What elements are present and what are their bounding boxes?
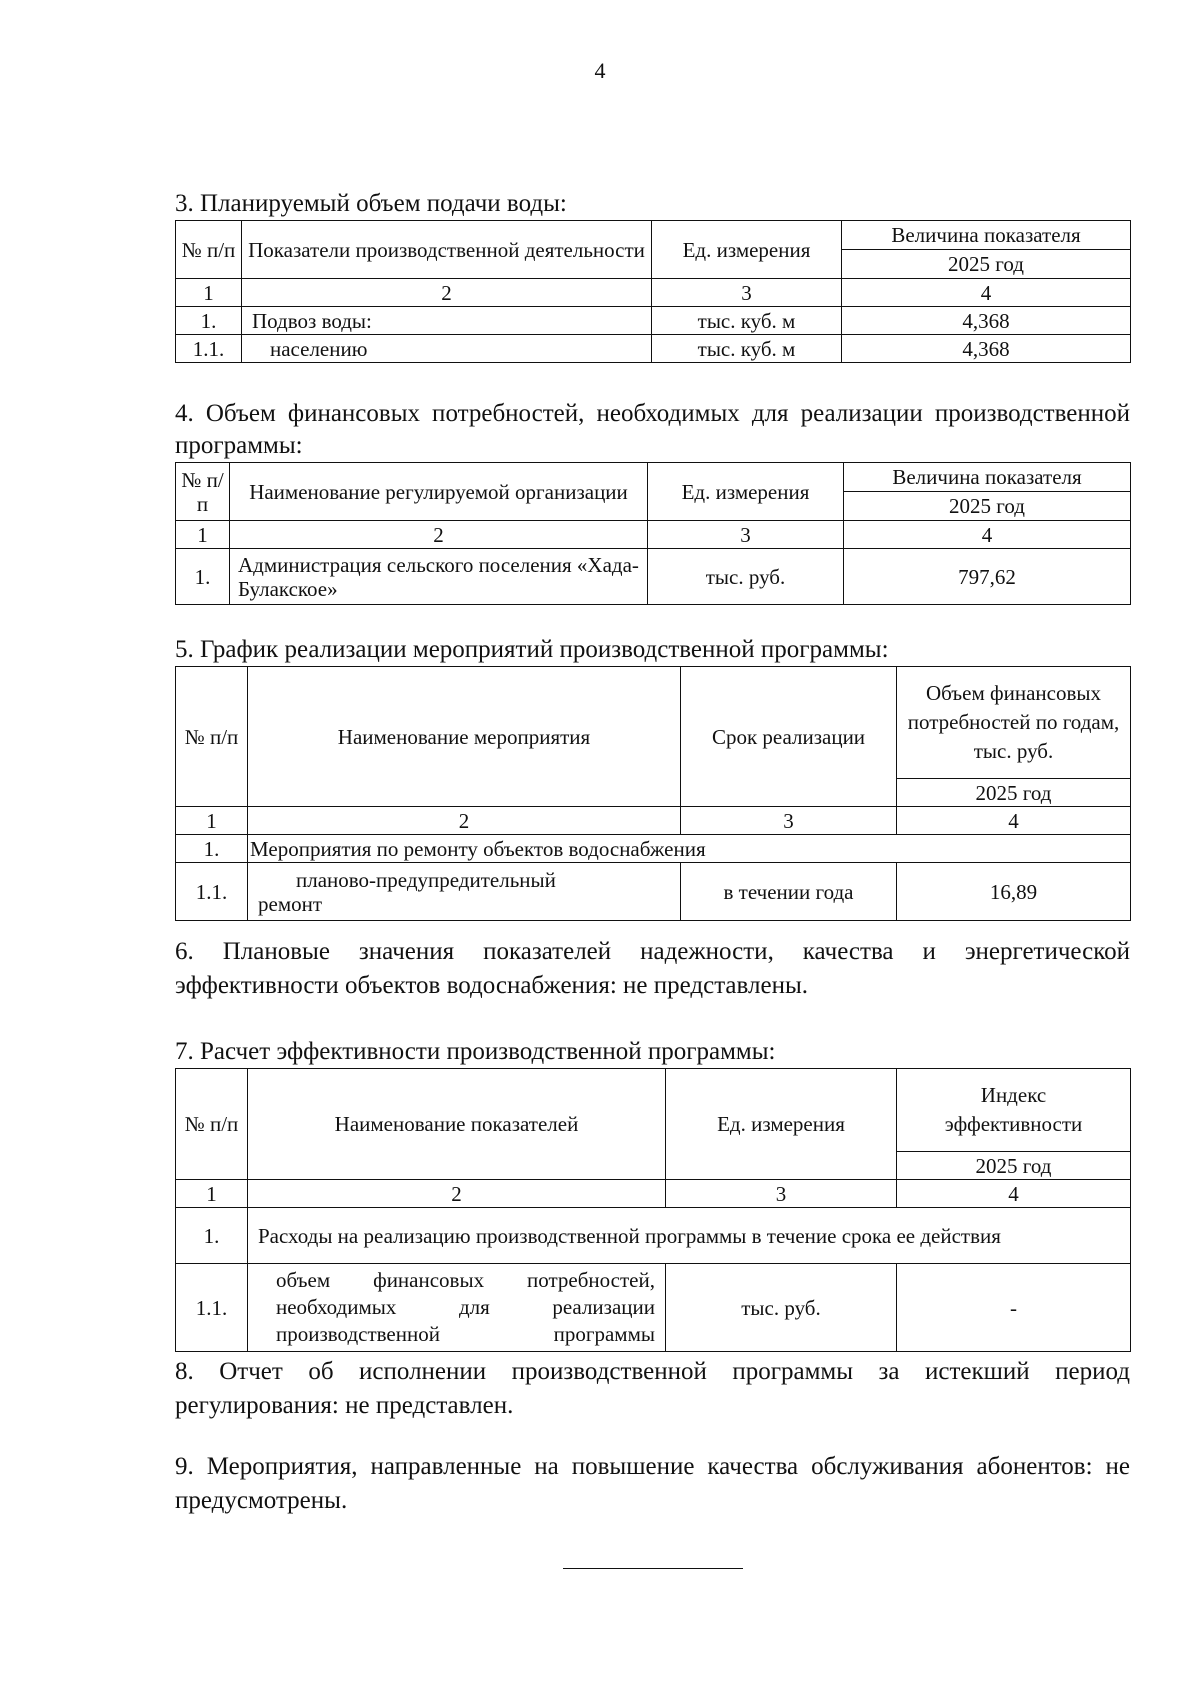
col-number: 4 xyxy=(897,1180,1131,1208)
row-name: Подвоз воды: xyxy=(242,307,652,335)
table-group-row xyxy=(176,1208,1131,1264)
section-6-text: 6. Плановые значения показателей надежности, качества и энергетической эффективности объектов водоснабжения: не представлены. xyxy=(175,938,1130,999)
col-number: 3 xyxy=(652,279,842,307)
financial-needs-table xyxy=(175,462,1131,605)
section-8-text: 8. Отчет об исполнении производственной программы за истекший период регулирования: не представлен. xyxy=(175,1358,1130,1419)
row-unit: тыс. руб. xyxy=(648,549,844,605)
col-number: 4 xyxy=(897,807,1131,835)
section-4-title: 4. Объем финансовых потребностей, необходимых для реализации производственной программы: xyxy=(175,400,1130,459)
table-row xyxy=(176,335,1131,363)
table-row xyxy=(176,307,1131,335)
col-number: 2 xyxy=(248,807,681,835)
header-num: № п/п xyxy=(176,1069,248,1180)
row-value: 797,62 xyxy=(844,549,1131,605)
header-term: Срок реализации xyxy=(681,667,897,807)
col-number: 2 xyxy=(248,1180,666,1208)
group-num: 1. xyxy=(176,1208,248,1264)
header-value: Величина показателя xyxy=(842,221,1131,250)
table-row xyxy=(176,1264,1131,1352)
header-name: Наименование регулируемой организации xyxy=(230,463,648,521)
header-unit: Ед. измерения xyxy=(652,221,842,279)
col-number: 1 xyxy=(176,807,248,835)
row-unit: тыс. руб. xyxy=(666,1264,897,1352)
group-name xyxy=(248,1208,1131,1264)
efficiency-table xyxy=(175,1068,1131,1352)
row-num: 1. xyxy=(176,307,242,335)
row-value: - xyxy=(897,1264,1131,1352)
group-name: Мероприятия по ремонту объектов водоснабжения xyxy=(248,835,1131,863)
header-year: 2025 год xyxy=(897,1152,1131,1180)
row-name: объем финансовых потребностей, необходимых для реализации производственной программы xyxy=(248,1264,666,1352)
col-number: 1 xyxy=(176,1180,248,1208)
row-value: 4,368 xyxy=(842,335,1131,363)
header-num: № п/п xyxy=(176,463,230,521)
row-name: населению xyxy=(242,335,652,363)
header-value: Величина показателя xyxy=(844,463,1131,492)
header-value-text: Индекс эффективности xyxy=(944,1083,1083,1136)
table-group-row xyxy=(176,835,1131,863)
end-rule xyxy=(563,1568,743,1569)
row-name xyxy=(248,863,681,921)
header-value xyxy=(897,1069,1131,1152)
row-value: 4,368 xyxy=(842,307,1131,335)
header-num: № п/п xyxy=(176,221,242,279)
schedule-table xyxy=(175,666,1131,921)
row-num: 1.1. xyxy=(176,863,248,921)
row-name: Администрация сельского поселения «Хада-Булакское» xyxy=(230,549,648,605)
water-supply-table xyxy=(175,220,1131,363)
group-name-text: Расходы на реализацию производственной программы в течение срока ее действия xyxy=(258,1223,1001,1248)
row-value: 16,89 xyxy=(897,863,1131,921)
page-number: 4 xyxy=(594,58,606,83)
section-7 xyxy=(175,1036,1130,1352)
table-row xyxy=(176,549,1131,605)
col-number: 4 xyxy=(842,279,1131,307)
header-num: № п/п xyxy=(176,667,248,807)
header-value: Объем финансовых потребностей по годам, тыс. руб. xyxy=(897,667,1131,779)
row-unit: тыс. куб. м xyxy=(652,335,842,363)
group-num: 1. xyxy=(176,835,248,863)
section-9-text: 9. Мероприятия, направленные на повышение качества обслуживания абонентов: не предусмотрены. xyxy=(175,1453,1130,1514)
section-3 xyxy=(175,188,1130,363)
section-5 xyxy=(175,634,1130,921)
section-4 xyxy=(175,398,1130,605)
table-row xyxy=(176,863,1131,921)
header-unit: Ед. измерения xyxy=(648,463,844,521)
section-3-title: 3. Планируемый объем подачи воды: xyxy=(175,190,567,217)
col-number: 3 xyxy=(648,521,844,549)
col-number: 4 xyxy=(844,521,1131,549)
header-year: 2025 год xyxy=(897,779,1131,807)
col-number: 3 xyxy=(666,1180,897,1208)
row-num: 1.1. xyxy=(176,1264,248,1352)
row-num: 1. xyxy=(176,549,230,605)
header-name: Показатели производственной деятельности xyxy=(242,221,652,279)
section-7-title: 7. Расчет эффективности производственной программы: xyxy=(175,1038,776,1065)
col-number: 1 xyxy=(176,521,230,549)
header-name: Наименование показателей xyxy=(248,1069,666,1180)
header-year: 2025 год xyxy=(844,492,1131,521)
section-5-title: 5. График реализации мероприятий производственной программы: xyxy=(175,636,889,663)
header-name: Наименование мероприятия xyxy=(248,667,681,807)
col-number: 2 xyxy=(230,521,648,549)
row-name-text: планово-предупредительный ремонт xyxy=(258,867,556,916)
row-term: в течении года xyxy=(681,863,897,921)
col-number: 1 xyxy=(176,279,242,307)
header-year: 2025 год xyxy=(842,250,1131,279)
row-num: 1.1. xyxy=(176,335,242,363)
col-number: 2 xyxy=(242,279,652,307)
col-number: 3 xyxy=(681,807,897,835)
row-unit: тыс. куб. м xyxy=(652,307,842,335)
header-unit: Ед. измерения xyxy=(666,1069,897,1180)
